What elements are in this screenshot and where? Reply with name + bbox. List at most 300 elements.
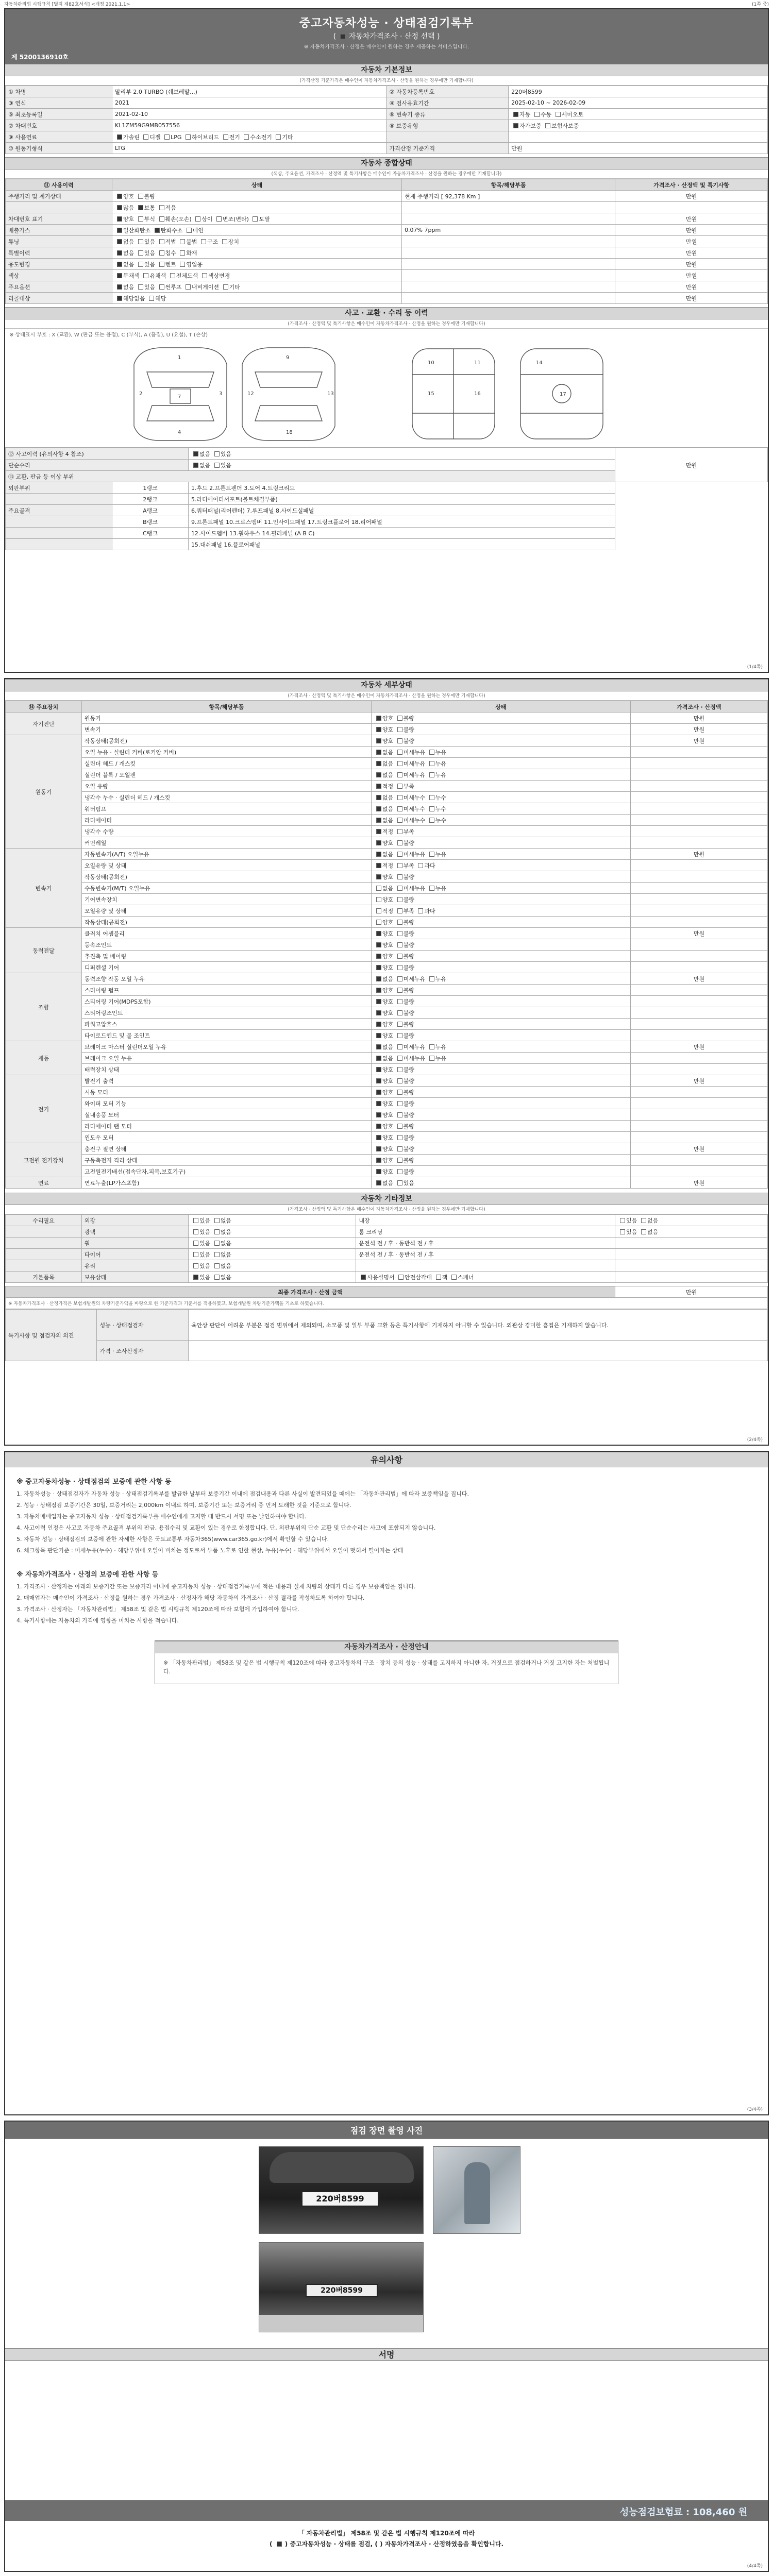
other-status: 있음 없음	[188, 1249, 356, 1260]
detail-row	[6, 781, 768, 792]
unchecked-box-icon	[216, 216, 222, 222]
detail-col-1: ⑭ 주요장치	[6, 701, 82, 713]
unchecked-box-icon	[429, 750, 434, 755]
final-price-title: 최종 가격조사 · 산정 금액	[6, 1286, 615, 1298]
unchecked-box-icon	[641, 1218, 646, 1223]
accident-legend: ※ 상태표시 부호 : X (교환), W (판금 또는 용접), C (부식), A (흠집), U (요철), T (손상)	[9, 332, 208, 338]
page-2	[4, 678, 769, 1446]
basic-label: ⑦ 차대번호	[6, 120, 112, 131]
other-info-title: 자동차 기타정보	[5, 1193, 768, 1205]
detail-status: 없음 미세누유 누유	[371, 849, 630, 860]
overall-price: 만원	[615, 247, 768, 259]
checked-box-icon	[376, 1078, 381, 1083]
unchecked-box-icon	[397, 1090, 402, 1095]
unchecked-box-icon	[222, 239, 227, 244]
basic-info-table	[5, 86, 768, 154]
unchecked-box-icon	[397, 1067, 402, 1072]
photo-section-title: 점검 장면 촬영 사진	[5, 2122, 768, 2139]
overall-title: 자동차 종합상태	[5, 157, 768, 170]
other-info-sub: (가격조사 · 산정액 및 특기사항은 매수인이 자동차가격조사 · 산정을 원하는 경우에만 기재합니다)	[5, 1205, 768, 1214]
detail-status: 적정 부족 과다	[371, 860, 630, 871]
unchecked-box-icon	[397, 976, 402, 981]
other-item: 보유상태	[81, 1272, 188, 1283]
detail-item: 충전구 절연 상태	[81, 1143, 371, 1155]
svg-text:15: 15	[428, 391, 434, 397]
accident-table	[5, 448, 768, 550]
unchecked-box-icon	[201, 239, 206, 244]
detail-status: 양호 불량	[371, 894, 630, 905]
document-note: ※ 자동차가격조사 · 산정은 매수인이 원하는 경우 제공하는 서비스입니다.	[304, 44, 469, 50]
basic-label	[386, 131, 509, 143]
unchecked-box-icon	[214, 1275, 220, 1280]
detail-item: 워터펌프	[81, 803, 371, 815]
unchecked-box-icon	[397, 727, 402, 732]
checked-box-icon	[361, 1275, 366, 1280]
unchecked-box-icon	[143, 273, 148, 278]
unchecked-box-icon	[429, 852, 434, 857]
overall-detail	[402, 213, 615, 225]
checked-box-icon	[376, 784, 381, 789]
rank-level: 1랭크	[112, 482, 189, 494]
notice-heading-1: ※ 중고자동차성능 · 상태점검의 보증에 관한 사항 등	[16, 1478, 172, 1486]
detail-item: 기어변속장치	[81, 894, 371, 905]
unchecked-box-icon	[159, 239, 164, 244]
detail-row	[6, 939, 768, 951]
unchecked-box-icon	[397, 874, 402, 879]
detail-status: 없음 미세누유 누유	[371, 883, 630, 894]
basic-row	[6, 86, 768, 97]
unchecked-box-icon	[193, 1263, 198, 1268]
unchecked-box-icon	[397, 750, 402, 755]
overall-detail	[402, 236, 615, 247]
unchecked-box-icon	[276, 134, 281, 140]
notice-paragraph: 3. 가격조사 · 산정자는 「자동차관리법」 제58조 및 같은 법 시행규칙 제120조에 따라 보험에 가입하여야 합니다.	[16, 1606, 299, 1613]
checked-box-icon	[117, 228, 122, 233]
detail-row	[6, 837, 768, 849]
notice-paragraph: 2. 매매업자는 매수인이 가격조사 · 산정을 원하는 경우 가격조사 · 산정자가 해당 자동차의 가격조사 · 산정 결과를 작성하도록 하여야 합니다.	[16, 1595, 365, 1601]
other-item: 유리	[81, 1260, 188, 1272]
detail-price	[630, 985, 767, 996]
unchecked-box-icon	[164, 134, 170, 140]
detail-row	[6, 1075, 768, 1087]
detail-row	[6, 803, 768, 815]
rank-parts: 5.라디에이터서포트(볼트체결부품)	[188, 494, 615, 505]
overall-status: 무채색 유채색 전체도색 색상변경	[112, 270, 402, 281]
car-side-views	[124, 344, 340, 444]
unchecked-box-icon	[138, 216, 143, 222]
other-item: 휠	[81, 1238, 188, 1249]
detail-price: 만원	[630, 713, 767, 724]
detail-price	[630, 1155, 767, 1166]
svg-text:2: 2	[139, 391, 143, 397]
unchecked-box-icon	[397, 852, 402, 857]
unchecked-box-icon	[397, 1124, 402, 1129]
detail-item: 동력조향 작동 오일 누유	[81, 973, 371, 985]
overall-price: 만원	[615, 259, 768, 270]
legal-line-2: ( ) 중고자동차성능 · 상태를 점검, ( ) 자동차가격조사 · 산정하였음을 확인합니다.	[269, 2540, 504, 2548]
detail-col-4: 가격조사 · 산정액	[630, 701, 767, 713]
accident-history-value: 없음 있음	[188, 448, 615, 460]
detail-item: 파워고압호스	[81, 1019, 371, 1030]
detail-item: 라디에이터	[81, 815, 371, 826]
detail-row	[6, 1132, 768, 1143]
overall-item: 주요옵션	[6, 281, 112, 293]
detail-group: 동력전달	[6, 928, 82, 973]
overall-price: 만원	[615, 236, 768, 247]
detail-item: 클러치 어셈블리	[81, 928, 371, 939]
checked-box-icon	[376, 1124, 381, 1129]
basic-label: ⑥ 변속기 종류	[386, 109, 509, 120]
detail-row	[6, 894, 768, 905]
detail-row	[6, 758, 768, 769]
overall-price: 만원	[615, 293, 768, 304]
checked-box-icon	[376, 806, 381, 811]
unchecked-box-icon	[397, 988, 402, 993]
basic-value: 2021-02-10	[112, 109, 386, 120]
checked-box-icon	[376, 840, 381, 845]
rear-plate: 220버8599	[306, 2284, 378, 2297]
notice-title: 유의사항	[5, 1452, 768, 1467]
unchecked-box-icon	[397, 886, 402, 891]
checked-box-icon	[376, 1146, 381, 1151]
detail-item: 실내송풍 모터	[81, 1109, 371, 1121]
unchecked-box-icon	[138, 284, 143, 290]
serial-number: 제 5200136910호	[11, 54, 69, 61]
unchecked-box-icon	[397, 1078, 402, 1083]
svg-text:17: 17	[560, 392, 566, 397]
checked-box-icon	[376, 965, 381, 970]
page-footer-1: (1/4쪽)	[747, 665, 763, 670]
checked-box-icon	[117, 262, 122, 267]
rank-row	[6, 494, 768, 505]
detail-status: 없음 미세누유 누유	[371, 769, 630, 781]
checked-box-icon	[138, 205, 143, 210]
overall-item: 용도변경	[6, 259, 112, 270]
unchecked-box-icon	[556, 112, 561, 117]
detail-status: 없음 미세누유 누유	[371, 1041, 630, 1053]
checked-box-icon	[376, 1169, 381, 1174]
detail-price	[630, 883, 767, 894]
detail-status: 양호 불량	[371, 1087, 630, 1098]
detail-status: 양호 불량	[371, 1030, 630, 1041]
unchecked-box-icon	[397, 931, 402, 936]
rank-group	[6, 528, 112, 539]
document-header	[5, 9, 768, 64]
notice-paragraph: 6. 체크항목 판단기준 : 미세누유(누수) - 해당부위에 오일이 비치는 정도로서 부품 노후로 인한 현상, 누유(누수) - 해당부위에서 오일이 맺혀서 떨어지는 상태	[16, 1547, 404, 1554]
detail-status: 양호 불량	[371, 871, 630, 883]
detail-item: 연료누출(LP가스포함)	[81, 1177, 371, 1189]
detail-row	[6, 792, 768, 803]
detail-item: 구동축전지 격리 상태	[81, 1155, 371, 1166]
detail-group: 전기	[6, 1075, 82, 1143]
unchecked-box-icon	[397, 1112, 402, 1117]
notice-paragraph: 5. 자동차 성능 · 상태점검의 보증에 관한 자세한 사항은 국토교통부 자동차365(www.car365.go.kr)에서 확인할 수 있습니다.	[16, 1536, 329, 1543]
detail-status: 적정 부족 과다	[371, 905, 630, 917]
detail-price	[630, 917, 767, 928]
detail-status: 없음 미세누수 누수	[371, 815, 630, 826]
overall-row	[6, 225, 768, 236]
notice-sign-box	[155, 1640, 618, 1684]
unchecked-box-icon	[397, 1180, 402, 1185]
overall-status: 없음 있음 침수 화재	[112, 247, 402, 259]
detail-row	[6, 871, 768, 883]
rank-group: 주요골격	[6, 505, 112, 516]
rank-parts: 1.후드 2.프론트펜더 3.도어 4.트렁크리드	[188, 482, 615, 494]
checked-box-icon	[117, 296, 122, 301]
detail-group: 자기진단	[6, 713, 82, 735]
other-extra: 있음 없음	[615, 1215, 768, 1226]
other-item: 외장	[81, 1215, 188, 1226]
detail-status: 없음 미세누유 누유	[371, 1053, 630, 1064]
car-damage-diagram	[5, 340, 768, 448]
detail-title: 자동차 세부상태	[5, 679, 768, 691]
detail-status: 양호 불량	[371, 1109, 630, 1121]
accident-title: 사고 · 교환 · 수리 등 이력	[5, 307, 768, 319]
unchecked-box-icon	[376, 897, 381, 902]
unchecked-box-icon	[397, 863, 402, 868]
unchecked-box-icon	[397, 999, 402, 1004]
other-group: 수리필요	[6, 1215, 82, 1226]
detail-item: 작동상태(공회전)	[81, 871, 371, 883]
detail-item: 고전원전기배선(접속단자,피복,보호기구)	[81, 1166, 371, 1177]
unchecked-box-icon	[193, 1252, 198, 1257]
detail-status: 양호 불량	[371, 1132, 630, 1143]
unchecked-box-icon	[397, 1101, 402, 1106]
overall-status: 일산화탄소 탄화수소 매연	[112, 225, 402, 236]
detail-row	[6, 1155, 768, 1166]
unchecked-box-icon	[397, 818, 402, 823]
detail-item: 오일 누유 · 실린더 커버(로커암 커버)	[81, 747, 371, 758]
rank-level: B랭크	[112, 516, 189, 528]
overall-item: 특별이력	[6, 247, 112, 259]
unchecked-box-icon	[376, 920, 381, 925]
final-price-value: 만원	[615, 1286, 768, 1298]
checked-box-icon	[376, 829, 381, 834]
detail-item: 냉각수 누수 · 실린더 헤드 / 개스킷	[81, 792, 371, 803]
other-group	[6, 1226, 82, 1238]
basic-label: ② 자동차등록번호	[386, 86, 509, 97]
basic-row	[6, 97, 768, 109]
detail-item: 작동상태(공회전)	[81, 735, 371, 747]
overall-detail: 현재 주행거리 [ 92,378 Km ]	[402, 191, 615, 202]
detail-price	[630, 1053, 767, 1064]
detail-item: 와이퍼 모터 기능	[81, 1098, 371, 1109]
unchecked-box-icon	[397, 772, 402, 777]
basic-label: ⑤ 최초등록일	[6, 109, 112, 120]
detail-status: 없음 있음	[371, 1177, 630, 1189]
detail-row	[6, 769, 768, 781]
svg-text:4: 4	[178, 430, 181, 435]
detail-price	[630, 951, 767, 962]
unchecked-box-icon	[376, 886, 381, 891]
detail-price	[630, 826, 767, 837]
svg-text:3: 3	[219, 391, 223, 397]
unchecked-box-icon	[397, 1158, 402, 1163]
detail-status: 양호 불량	[371, 713, 630, 724]
detail-price	[630, 1087, 767, 1098]
overall-item	[6, 202, 112, 213]
basic-value: 220버8599	[509, 86, 768, 97]
detail-price	[630, 815, 767, 826]
unchecked-box-icon	[436, 1275, 441, 1280]
detail-group: 조향	[6, 973, 82, 1041]
unchecked-box-icon	[418, 863, 423, 868]
remark-pricer-value	[188, 1341, 767, 1361]
basic-info-sub: (가격산정 기준가격은 매수인이 자동차가격조사 · 산정을 원하는 경우에만 기재합니다)	[5, 76, 768, 86]
basic-label: ⑨ 사용연료	[6, 131, 112, 143]
other-status: 있음 없음	[188, 1238, 356, 1249]
detail-status: 양호 불량	[371, 735, 630, 747]
unchecked-box-icon	[223, 284, 228, 290]
checked-box-icon	[376, 1180, 381, 1185]
notice-sign-text: ※ 「자동차관리법」 제58조 및 같은 법 시행규칙 제120조에 따라 중고자동차의 구조 · 장치 등의 성능 · 상태를 고지하지 아니한 자, 거짓으로 점검하거나 거짓 고지한 자는 처벌됩니다.	[163, 1659, 610, 1675]
rank-row	[6, 539, 768, 550]
unchecked-box-icon	[186, 284, 191, 290]
detail-status: 양호 불량	[371, 928, 630, 939]
checked-box-icon	[277, 2541, 282, 2547]
unchecked-box-icon	[180, 250, 185, 256]
checked-box-icon	[376, 1010, 381, 1015]
basic-label: 가격산정 기준가격	[386, 143, 509, 154]
unchecked-box-icon	[429, 795, 434, 800]
detail-price	[630, 792, 767, 803]
detail-row	[6, 1019, 768, 1030]
detail-item: 원동기	[81, 713, 371, 724]
detail-price	[630, 905, 767, 917]
detail-item: 스티어링조인트	[81, 1007, 371, 1019]
license-plate: 220버8599	[301, 2191, 379, 2207]
detail-row	[6, 1007, 768, 1019]
detail-group: 고전원 전기장치	[6, 1143, 82, 1177]
other-extra	[615, 1238, 768, 1249]
detail-row	[6, 1166, 768, 1177]
detail-sub: (가격조사 · 산정액 및 특기사항은 매수인이 자동차가격조사 · 산정을 원하는 경우에만 기재합니다)	[5, 691, 768, 701]
unchecked-box-icon	[418, 908, 423, 913]
other-item: 타이어	[81, 1249, 188, 1260]
detail-row	[6, 826, 768, 837]
detail-item: 오일유량 및 상태	[81, 860, 371, 871]
page-1	[4, 8, 769, 673]
unchecked-box-icon	[397, 908, 402, 913]
unchecked-box-icon	[545, 123, 550, 128]
notice-paragraph: 1. 가격조사 · 산정자는 아래의 보증기간 또는 보증거리 이내에 중고자동차 성능 · 상태점검기록부에 적은 내용과 실제 차량의 상태가 다른 경우 보증책임을 집니다.	[16, 1583, 416, 1590]
checked-box-icon	[117, 216, 122, 222]
overall-detail	[402, 247, 615, 259]
detail-item: 수동변속기(M/T) 오일누유	[81, 883, 371, 894]
unchecked-box-icon	[397, 716, 402, 721]
checked-box-icon	[117, 239, 122, 244]
other-group	[6, 1249, 82, 1260]
detail-item: 타이로드엔드 및 볼 조인트	[81, 1030, 371, 1041]
detail-price	[630, 1064, 767, 1075]
unchecked-box-icon	[138, 262, 143, 267]
front-plate-photo	[259, 2146, 424, 2234]
document-subtitle: ( 자동차가격조사 · 산정 선택 )	[333, 32, 440, 41]
unchecked-box-icon	[397, 1056, 402, 1061]
accident-history-label: ⑫ 사고이력 (유의사항 4 참조)	[6, 448, 189, 460]
checked-box-icon	[340, 34, 345, 39]
detail-status: 양호 불량	[371, 996, 630, 1007]
notice-paragraph: 4. 특기사항에는 자동차의 가격에 영향을 미치는 사항을 적습니다.	[16, 1617, 179, 1624]
detail-status: 양호 불량	[371, 1166, 630, 1177]
unchecked-box-icon	[149, 296, 154, 301]
unchecked-box-icon	[214, 1229, 220, 1234]
unchecked-box-icon	[397, 738, 402, 743]
unchecked-box-icon	[138, 250, 143, 256]
detail-row	[6, 1053, 768, 1064]
unchecked-box-icon	[397, 920, 402, 925]
svg-text:18: 18	[286, 430, 293, 435]
checked-box-icon	[376, 976, 381, 981]
signature-label: 서명	[5, 2348, 768, 2361]
checked-box-icon	[117, 194, 122, 199]
car-frame-views	[397, 344, 613, 444]
detail-row	[6, 1064, 768, 1075]
detail-row	[6, 928, 768, 939]
checked-box-icon	[376, 716, 381, 721]
unchecked-box-icon	[214, 1252, 220, 1257]
detail-row	[6, 1098, 768, 1109]
unchecked-box-icon	[429, 976, 434, 981]
rank-level: C랭크	[112, 528, 189, 539]
simple-repair-value: 없음 있음	[188, 460, 615, 471]
checked-box-icon	[117, 273, 122, 278]
inspector-figure	[464, 2162, 490, 2224]
unchecked-box-icon	[397, 784, 402, 789]
overall-row	[6, 281, 768, 293]
unchecked-box-icon	[214, 1241, 220, 1246]
unchecked-box-icon	[397, 1169, 402, 1174]
rank-parts: 12.사이드멤버 13.휠하우스 14.필러패널 (A B C)	[188, 528, 615, 539]
detail-row	[6, 860, 768, 871]
unchecked-box-icon	[397, 829, 402, 834]
basic-info-title: 자동차 기본정보	[5, 64, 768, 76]
page-4	[4, 2121, 769, 2572]
detail-row	[6, 985, 768, 996]
checked-box-icon	[376, 750, 381, 755]
unchecked-box-icon	[534, 112, 540, 117]
detail-table	[5, 701, 768, 1189]
other-status: 있음 없음	[188, 1215, 356, 1226]
checked-box-icon	[376, 942, 381, 947]
checked-box-icon	[376, 1090, 381, 1095]
other-status: 있음 없음	[188, 1272, 356, 1283]
detail-price: 만원	[630, 1075, 767, 1087]
overall-col-2: 상태	[112, 179, 402, 191]
unchecked-box-icon	[397, 965, 402, 970]
detail-row	[6, 849, 768, 860]
other-item: 광택	[81, 1226, 188, 1238]
checked-box-icon	[376, 1044, 381, 1049]
overall-item: 차대번호 표기	[6, 213, 112, 225]
unchecked-box-icon	[214, 1263, 220, 1268]
unchecked-box-icon	[397, 806, 402, 811]
detail-row	[6, 1177, 768, 1189]
detail-item: 작동상태(공회전)	[81, 917, 371, 928]
detail-price	[630, 769, 767, 781]
detail-price	[630, 1007, 767, 1019]
detail-status: 없음 미세누유 누유	[371, 747, 630, 758]
detail-item: 배력장치 상태	[81, 1064, 371, 1075]
unchecked-box-icon	[429, 886, 434, 891]
detail-item: 라디에이터 팬 모터	[81, 1121, 371, 1132]
overall-col-4: 가격조사 · 산정액 및 특기사항	[615, 179, 768, 191]
detail-item: 브레이크 마스터 실린더오일 누유	[81, 1041, 371, 1053]
overall-item: 주행거리 및 계기상태	[6, 191, 112, 202]
overall-sub: (색상, 주요옵션, 가격조사 · 산정액 및 특기사항은 매수인이 자동차가격조사 · 산정을 원하는 경우에만 기재합니다)	[5, 170, 768, 179]
overall-row	[6, 259, 768, 270]
page-count: (1쪽 중)	[752, 2, 769, 7]
